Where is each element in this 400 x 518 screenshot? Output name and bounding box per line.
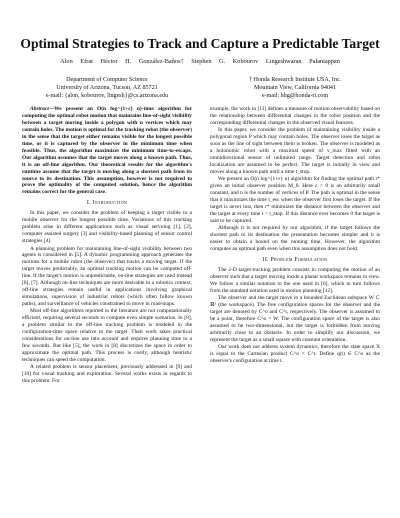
affiliation-line: Department of Computer Science (66, 77, 148, 83)
body-paragraph: Most off-line algorithms reported in the literature are not computationally efficient, requiring several seconds to compute even simple scenarios. In [8], a problem similar to the off-line tracking problem is modeled in the configuration-time space relative to the target. Their work takes practical considerations for on-line use into account and requires planning time to a few seconds. But like [5], the work in [8] discretizes the space in order to approximate the optimal path. This process is costly, although heuristic techniques can speed the computation. (22, 308, 192, 364)
section-heading-introduction: I. Introduction (86, 200, 128, 207)
right-column (210, 106, 380, 366)
body-paragraph: A related problem is sensor placement, previously addressed in [9] and [10] for visual tracking and exploration. Several works exists in regards to this problem. For (22, 364, 192, 385)
affiliation-line: † Honda Research Institute USA, Inc. (248, 77, 342, 83)
body-paragraph: Although it is not required by our algorithm, if the target follows the shortest path to its destination the presentation becomes simpler and it is easier to obtain a bound on the running time. However, the algorithm computes an optimal path even when this assumption does not hold. (210, 225, 380, 253)
body-paragraph: example, the work in [11] defines a measure of motion observability based on the relationship between differential changes in the robot position and the corresponding differential changes in the observed visual features. (210, 106, 380, 126)
section-heading-problem-formulation: II. Problem Formulation (262, 257, 328, 264)
body-paragraph: In this paper, we consider the problem of maintaining visibility inside a polygonal region P which may contain holes. The observer loses the target as soon as the line of sight between them is broken. The observer is modeled as a holonomic robot with a maximal speed of v_max fitted with an omnidirectional sensor of unlimited range. Target detection and robot localization are assumed to be perfect. The target is initially in view and moves along a known path until a time t_stop. (210, 127, 380, 175)
body-paragraph: In this paper, we consider the problem of keeping a target visible to a mobile observer for the longest possible time. Variations of this tracking problem arise in different applications such as visual servoing [1], [2], computer assisted surgery [3] and visibility-based planning of sensor control strategies [4]. (22, 210, 192, 245)
affiliation-line: Mountain View, California 94041 (253, 85, 337, 91)
affiliation-arizona (22, 76, 192, 100)
paper-title: Optimal Strategies to Track and Capture a Predictable Target (20, 36, 380, 51)
abstract-text: We present an O(n log^{1+ε} n)-time algorithm for computing the optimal robot motion that maintains line-of-sight visibility between a target moving inside a polygon with n vertices which may contain holes. The motion is optimal for the tracking robot (the observer) in the sense that the target either remains visible for the longest possible time, or it is captured by the observer in the minimum time when feasible. Thus, the algorithm maximizes the minimum time-to-escape. Our algorithm assumes that the target moves along a known path. Thus, it is an off-line algorithm. Our theoretical results for the algorithm's runtime assume that the target is moving along a shortest path from its source to its destination. This assumption, however is not required to prove the optimality of the computed solution, hence the algorithm remains correct for the general case. (22, 106, 192, 196)
body-paragraph: The observer and the target move in a bounded Euclidean subspace W ⊂ ℝ² (the workspace). The free configuration spaces for the observer and the target are denoted by C^o and C^t, respectively. The observer is assumed to be a point, therefore C^o = W. The configuration space of the target is also assumed to be two-dimensional, but the target is forbidden from moving arbitrarily close to an obstacle. In order to simplify our discussion, we represent the target as a small square with constant orientation. (210, 295, 380, 344)
left-column (22, 106, 192, 386)
affiliation-email: e-mail: hhg@honda-ri.com (261, 93, 329, 99)
affiliation-honda (210, 76, 380, 100)
abstract (22, 106, 192, 196)
body-paragraph: A planning problem for maintaining line-of-sight visibility between two agents is considered in [5]. A dynamic programming approach generates the motions for a mobile robot (the observer) that tracks a moving target. If the target moves predictably, an optimal tracking motion can be computed off-line. If the target's motion is unpredictable, on-line strategies are used instead [6], [7]. Although on-line techniques are more desirable in a robotics context, off-line strategies remain useful in applications involving graphical simulations, supervision of industrial robots (which often follow known paths), and surveillance of vehicles constrained to move in road-maps. (22, 245, 192, 308)
affiliation-line: University of Arizona, Tucson, AZ 85721 (56, 85, 158, 91)
body-paragraph: Our work does not address system dynamics, therefore the state space X is equal to the Cartesian product C^o × C^t. Define q(t) ∈ C^o as the observer's configuration at time t. (210, 344, 380, 365)
author-list: Alon Efrat Héctor H. González-Baños† Stephen G. Kobourov Lingeshwaran Palaniappan (60, 58, 340, 65)
affiliation-email: e-mail: {alon, kobourov, lingesh}@cs.arizona.edu (45, 93, 169, 99)
abstract-label: Abstract— (30, 106, 55, 112)
body-paragraph: The 2-D target-tracking problem consists in computing the motion of an observer such that a target moving inside a planar workspace remains in view. We follow a similar notation to the one used in [6], which in turn follows from the standard notation used in motion planning [12]. (210, 267, 380, 294)
body-paragraph: We present an O(n log^{1+ε} n) algorithm for finding the optimal path r* given an initial observer position M_0. Here ε > 0 is an arbitrarily small constant, and n is the number of vertices of P. The path is optimal in the sense that it maximizes the time t_esc when the observer first loses the target. If the target is never lost, then r* minimizes the distance between the observer and the target at every time t < t_stop. If this distance ever becomes 0 the target is said to be captured. (210, 176, 380, 225)
